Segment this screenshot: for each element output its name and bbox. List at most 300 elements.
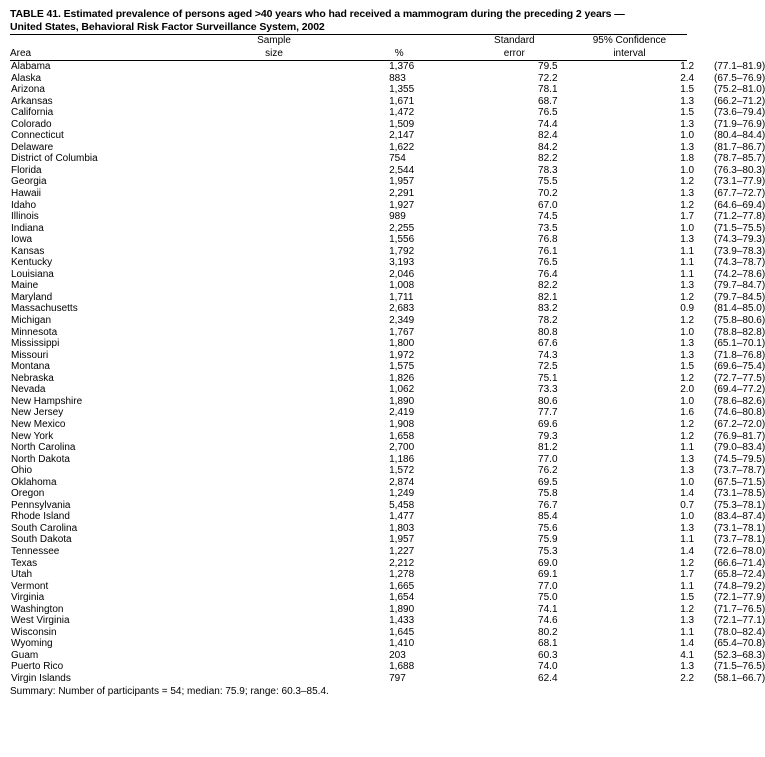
cell-confidence-interval: (74.3–79.3)	[714, 234, 765, 246]
table-row	[10, 234, 687, 246]
cell-percent: 74.6	[538, 615, 558, 627]
cell-confidence-interval: (81.4–85.0)	[714, 303, 765, 315]
cell-standard-error: 1.2	[680, 291, 695, 303]
cell-area: Colorado	[11, 118, 52, 130]
cell-percent: 81.2	[538, 442, 558, 454]
cell-percent: 74.4	[538, 118, 558, 130]
cell-area: California	[11, 107, 54, 119]
cell-standard-error: 0.7	[680, 499, 695, 511]
cell-sample-size: 1,957	[389, 176, 415, 188]
cell-sample-size: 2,419	[389, 407, 415, 419]
cell-sample-size: 2,291	[389, 188, 415, 200]
cell-percent: 62.4	[538, 672, 558, 684]
cell-area: North Dakota	[11, 453, 70, 465]
cell-standard-error: 1.2	[680, 372, 695, 384]
cell-area: Maine	[11, 280, 39, 292]
cell-sample-size: 1,509	[389, 118, 415, 130]
cell-area: South Dakota	[11, 534, 72, 546]
cell-area: Nebraska	[11, 372, 54, 384]
cell-area: Puerto Rico	[11, 661, 64, 673]
table-head	[10, 35, 687, 61]
cell-area: Delaware	[11, 141, 54, 153]
cell-standard-error: 1.6	[680, 407, 695, 419]
cell-area: Illinois	[11, 211, 39, 223]
table-row	[10, 384, 687, 396]
table-row	[10, 407, 687, 419]
cell-area: New Jersey	[11, 407, 64, 419]
table-row	[10, 673, 687, 685]
cell-percent: 76.8	[538, 234, 558, 246]
cell-standard-error: 1.7	[680, 211, 695, 223]
table-row	[10, 84, 687, 96]
cell-area: Tennessee	[11, 545, 60, 557]
header-sample-size-line2: size	[206, 48, 341, 61]
cell-standard-error: 1.2	[680, 199, 695, 211]
table-row	[10, 96, 687, 108]
cell-area: New Hampshire	[11, 395, 83, 407]
table-row	[10, 338, 687, 350]
cell-area: Connecticut	[11, 130, 64, 142]
cell-sample-size: 203	[389, 649, 406, 661]
table-row	[10, 223, 687, 235]
cell-standard-error: 1.1	[680, 268, 695, 280]
cell-standard-error: 1.1	[680, 442, 695, 454]
cell-area: Alabama	[11, 61, 51, 72]
cell-sample-size: 1,890	[389, 395, 415, 407]
table-row	[10, 442, 687, 454]
cell-standard-error: 1.3	[680, 522, 695, 534]
table-row	[10, 200, 687, 212]
cell-percent: 74.0	[538, 661, 558, 673]
cell-confidence-interval: (74.2–78.6)	[714, 268, 765, 280]
cell-sample-size: 2,349	[389, 315, 415, 327]
cell-confidence-interval: (79.7–84.5)	[714, 291, 765, 303]
cell-standard-error: 1.5	[680, 107, 695, 119]
cell-standard-error: 2.2	[680, 672, 695, 684]
cell-area: Virginia	[11, 592, 45, 604]
cell-confidence-interval: (76.3–80.3)	[714, 164, 765, 176]
cell-standard-error: 1.1	[680, 534, 695, 546]
cell-sample-size: 1,186	[389, 453, 415, 465]
cell-confidence-interval: (74.3–78.7)	[714, 257, 765, 269]
cell-percent: 77.0	[538, 453, 558, 465]
cell-standard-error: 1.3	[680, 349, 695, 361]
cell-percent: 72.2	[538, 72, 558, 84]
cell-area: New York	[11, 430, 54, 442]
cell-sample-size: 1,575	[389, 361, 415, 373]
cell-standard-error: 1.2	[680, 315, 695, 327]
cell-area: Nevada	[11, 384, 46, 396]
cell-confidence-interval: (66.2–71.2)	[714, 95, 765, 107]
table-row	[10, 558, 687, 570]
table-summary: Summary: Number of participants = 54; median: 75.9; range: 60.3–85.4.	[10, 685, 329, 697]
cell-confidence-interval: (73.6–79.4)	[714, 107, 765, 119]
cell-area: Kansas	[11, 245, 45, 257]
table-row	[10, 280, 687, 292]
cell-standard-error: 1.0	[680, 222, 695, 234]
cell-standard-error: 1.1	[680, 580, 695, 592]
cell-standard-error: 1.0	[680, 164, 695, 176]
cell-percent: 79.5	[538, 61, 558, 72]
cell-confidence-interval: (72.1–77.9)	[714, 592, 765, 604]
cell-area: South Carolina	[11, 522, 78, 534]
cell-area: Indiana	[11, 222, 44, 234]
cell-sample-size: 1,671	[389, 95, 415, 107]
cell-confidence-interval: (71.8–76.8)	[714, 349, 765, 361]
table-row	[10, 73, 687, 85]
cell-percent: 60.3	[538, 649, 558, 661]
cell-percent: 74.3	[538, 349, 558, 361]
cell-percent: 69.0	[538, 557, 558, 569]
cell-sample-size: 1,622	[389, 141, 415, 153]
cell-confidence-interval: (67.5–76.9)	[714, 72, 765, 84]
cell-standard-error: 1.3	[680, 453, 695, 465]
cell-standard-error: 1.4	[680, 488, 695, 500]
cell-standard-error: 1.3	[680, 141, 695, 153]
table-row	[10, 142, 687, 154]
cell-area: Idaho	[11, 199, 37, 211]
header-standard-error-line1: Standard	[457, 35, 572, 48]
table-row	[10, 534, 687, 546]
cell-confidence-interval: (75.3–78.1)	[714, 499, 765, 511]
cell-percent: 73.3	[538, 384, 558, 396]
cell-area: Arizona	[11, 84, 45, 96]
cell-confidence-interval: (67.7–72.7)	[714, 188, 765, 200]
table-row	[10, 130, 687, 142]
table-row	[10, 661, 687, 673]
cell-standard-error: 1.5	[680, 84, 695, 96]
cell-confidence-interval: (64.6–69.4)	[714, 199, 765, 211]
cell-standard-error: 1.7	[680, 569, 695, 581]
cell-confidence-interval: (73.7–78.1)	[714, 534, 765, 546]
cell-confidence-interval: (78.6–82.6)	[714, 395, 765, 407]
table-row	[10, 361, 687, 373]
header-area: Area	[10, 48, 206, 61]
table-body	[10, 61, 765, 685]
cell-area: Massachusetts	[11, 303, 78, 315]
cell-area: Florida	[11, 164, 42, 176]
cell-sample-size: 1,376	[389, 61, 415, 72]
table-row	[10, 650, 687, 662]
cell-confidence-interval: (72.1–77.1)	[714, 615, 765, 627]
cell-area: Oklahoma	[11, 476, 57, 488]
cell-area: Louisiana	[11, 268, 54, 280]
cell-confidence-interval: (52.3–68.3)	[714, 649, 765, 661]
cell-standard-error: 1.3	[680, 338, 695, 350]
table-row	[10, 431, 687, 443]
cell-percent: 68.7	[538, 95, 558, 107]
cell-area: Utah	[11, 569, 33, 581]
cell-confidence-interval: (76.9–81.7)	[714, 430, 765, 442]
table-row	[10, 615, 687, 627]
cell-confidence-interval: (67.5–71.5)	[714, 476, 765, 488]
cell-standard-error: 1.3	[680, 118, 695, 130]
cell-standard-error: 1.0	[680, 476, 695, 488]
cell-area: Virgin Islands	[11, 672, 71, 684]
cell-area: Missouri	[11, 349, 49, 361]
cell-sample-size: 1,803	[389, 522, 415, 534]
cell-sample-size: 2,683	[389, 303, 415, 315]
cell-area: Arkansas	[11, 95, 53, 107]
cell-sample-size: 1,278	[389, 569, 415, 581]
table-row	[10, 373, 687, 385]
cell-standard-error: 1.0	[680, 130, 695, 142]
cell-area: Kentucky	[11, 257, 53, 269]
cell-standard-error: 1.5	[680, 592, 695, 604]
table-row	[10, 315, 687, 327]
cell-area: Vermont	[11, 580, 49, 592]
cell-confidence-interval: (77.1–81.9)	[714, 61, 765, 72]
cell-percent: 82.4	[538, 130, 558, 142]
cell-standard-error: 0.9	[680, 303, 695, 315]
cell-standard-error: 1.2	[680, 557, 695, 569]
table-row	[10, 419, 687, 431]
cell-confidence-interval: (72.6–78.0)	[714, 545, 765, 557]
cell-percent: 67.0	[538, 199, 558, 211]
cell-percent: 85.4	[538, 511, 558, 523]
cell-sample-size: 2,046	[389, 268, 415, 280]
cell-standard-error: 1.3	[680, 465, 695, 477]
table-row	[10, 604, 687, 616]
cell-percent: 80.2	[538, 626, 558, 638]
cell-confidence-interval: (71.2–77.8)	[714, 211, 765, 223]
cell-percent: 70.2	[538, 188, 558, 200]
cell-standard-error: 1.3	[680, 188, 695, 200]
cell-percent: 69.6	[538, 418, 558, 430]
cell-sample-size: 1,227	[389, 545, 415, 557]
table-row	[10, 500, 687, 512]
cell-sample-size: 989	[389, 211, 406, 223]
cell-confidence-interval: (83.4–87.4)	[714, 511, 765, 523]
cell-standard-error: 1.3	[680, 280, 695, 292]
cell-sample-size: 1,792	[389, 245, 415, 257]
cell-sample-size: 2,700	[389, 442, 415, 454]
table-title	[10, 8, 687, 34]
cell-area: Montana	[11, 361, 50, 373]
cell-percent: 72.5	[538, 361, 558, 373]
cell-sample-size: 1,826	[389, 372, 415, 384]
cell-standard-error: 1.2	[680, 603, 695, 615]
cell-area: North Carolina	[11, 442, 76, 454]
cell-area: Oregon	[11, 488, 45, 500]
table-row	[10, 581, 687, 593]
cell-area: Maryland	[11, 291, 53, 303]
cell-sample-size: 1,957	[389, 534, 415, 546]
cell-percent: 78.2	[538, 315, 558, 327]
cell-percent: 76.4	[538, 268, 558, 280]
cell-percent: 69.1	[538, 569, 558, 581]
cell-area: Wyoming	[11, 638, 53, 650]
table-title-line2: United States, Behavioral Risk Factor Surveillance System, 2002	[10, 21, 325, 33]
cell-percent: 76.7	[538, 499, 558, 511]
cell-sample-size: 797	[389, 672, 406, 684]
table-row	[10, 523, 687, 535]
cell-confidence-interval: (65.4–70.8)	[714, 638, 765, 650]
cell-confidence-interval: (71.7–76.5)	[714, 603, 765, 615]
cell-percent: 80.8	[538, 326, 558, 338]
header-percent-spacer	[342, 35, 457, 48]
table-row	[10, 246, 687, 258]
cell-confidence-interval: (69.6–75.4)	[714, 361, 765, 373]
header-sample-size-line1: Sample	[206, 35, 341, 48]
cell-percent: 82.2	[538, 153, 558, 165]
cell-standard-error: 2.0	[680, 384, 695, 396]
table-row	[10, 546, 687, 558]
cell-confidence-interval: (71.9–76.9)	[714, 118, 765, 130]
cell-confidence-interval: (73.1–78.5)	[714, 488, 765, 500]
cell-percent: 75.6	[538, 522, 558, 534]
cell-confidence-interval: (80.4–84.4)	[714, 130, 765, 142]
cell-area: Wisconsin	[11, 626, 57, 638]
cell-confidence-interval: (81.7–86.7)	[714, 141, 765, 153]
cell-percent: 75.5	[538, 176, 558, 188]
cell-standard-error: 4.1	[680, 649, 695, 661]
cell-sample-size: 1,008	[389, 280, 415, 292]
cell-standard-error: 1.2	[680, 176, 695, 188]
cell-confidence-interval: (75.2–81.0)	[714, 84, 765, 96]
cell-sample-size: 1,572	[389, 465, 415, 477]
cell-area: Hawaii	[11, 188, 42, 200]
cell-percent: 77.7	[538, 407, 558, 419]
cell-percent: 77.0	[538, 580, 558, 592]
table-row	[10, 627, 687, 639]
cell-percent: 74.5	[538, 211, 558, 223]
cell-percent: 78.1	[538, 84, 558, 96]
cell-sample-size: 1,249	[389, 488, 415, 500]
cell-standard-error: 2.4	[680, 72, 695, 84]
cell-confidence-interval: (73.9–78.3)	[714, 245, 765, 257]
cell-confidence-interval: (78.0–82.4)	[714, 626, 765, 638]
cell-sample-size: 2,147	[389, 130, 415, 142]
cell-percent: 80.6	[538, 395, 558, 407]
cell-area: Minnesota	[11, 326, 58, 338]
cell-confidence-interval: (65.8–72.4)	[714, 569, 765, 581]
table-header-row-top	[10, 35, 687, 48]
cell-sample-size: 1,472	[389, 107, 415, 119]
cell-area: District of Columbia	[11, 153, 98, 165]
cell-confidence-interval: (78.8–82.8)	[714, 326, 765, 338]
table-row	[10, 165, 687, 177]
cell-percent: 75.3	[538, 545, 558, 557]
cell-standard-error: 1.1	[680, 626, 695, 638]
cell-sample-size: 1,645	[389, 626, 415, 638]
cell-area: Georgia	[11, 176, 47, 188]
cell-area: West Virginia	[11, 615, 70, 627]
cell-confidence-interval: (66.6–71.4)	[714, 557, 765, 569]
cell-percent: 75.9	[538, 534, 558, 546]
cell-area: Ohio	[11, 465, 33, 477]
cell-percent: 84.2	[538, 141, 558, 153]
table-row	[10, 350, 687, 362]
cell-confidence-interval: (79.7–84.7)	[714, 280, 765, 292]
cell-sample-size: 1,658	[389, 430, 415, 442]
header-ci-line2: interval	[572, 48, 687, 61]
cell-sample-size: 883	[389, 72, 406, 84]
table-row	[10, 61, 687, 73]
cell-sample-size: 1,433	[389, 615, 415, 627]
cell-confidence-interval: (73.1–78.1)	[714, 522, 765, 534]
cell-area: Rhode Island	[11, 511, 70, 523]
cell-confidence-interval: (74.6–80.8)	[714, 407, 765, 419]
cell-percent: 76.1	[538, 245, 558, 257]
cell-standard-error: 1.0	[680, 511, 695, 523]
table-row	[10, 107, 687, 119]
cell-confidence-interval: (78.7–85.7)	[714, 153, 765, 165]
table-row	[10, 488, 687, 500]
table-row	[10, 569, 687, 581]
cell-sample-size: 5,458	[389, 499, 415, 511]
cell-area: Iowa	[11, 234, 33, 246]
table-row	[10, 465, 687, 477]
table-row	[10, 211, 687, 223]
cell-standard-error: 1.8	[680, 153, 695, 165]
cell-standard-error: 1.2	[680, 61, 695, 72]
table-row	[10, 119, 687, 131]
cell-area: New Mexico	[11, 418, 66, 430]
cell-standard-error: 1.4	[680, 638, 695, 650]
cell-sample-size: 1,800	[389, 338, 415, 350]
table-header-row-bottom	[10, 48, 687, 61]
cell-confidence-interval: (58.1–66.7)	[714, 672, 765, 684]
cell-confidence-interval: (74.5–79.5)	[714, 453, 765, 465]
cell-sample-size: 3,193	[389, 257, 415, 269]
cell-percent: 75.0	[538, 592, 558, 604]
cell-sample-size: 1,556	[389, 234, 415, 246]
cell-area: Michigan	[11, 315, 52, 327]
cell-area: Mississippi	[11, 338, 60, 350]
cell-confidence-interval: (71.5–75.5)	[714, 222, 765, 234]
cell-sample-size: 2,255	[389, 222, 415, 234]
cell-area: Alaska	[11, 72, 42, 84]
table-row	[10, 153, 687, 165]
cell-standard-error: 1.1	[680, 245, 695, 257]
table-row	[10, 396, 687, 408]
table-row	[10, 592, 687, 604]
cell-sample-size: 1,688	[389, 661, 415, 673]
prevalence-table	[10, 34, 765, 685]
cell-sample-size: 2,212	[389, 557, 415, 569]
cell-confidence-interval: (71.5–76.5)	[714, 661, 765, 673]
cell-standard-error: 1.2	[680, 418, 695, 430]
table-row	[10, 454, 687, 466]
cell-confidence-interval: (65.1–70.1)	[714, 338, 765, 350]
cell-standard-error: 1.3	[680, 234, 695, 246]
cell-standard-error: 1.3	[680, 661, 695, 673]
cell-sample-size: 1,355	[389, 84, 415, 96]
cell-sample-size: 1,890	[389, 603, 415, 615]
cell-percent: 82.2	[538, 280, 558, 292]
cell-standard-error: 1.1	[680, 257, 695, 269]
cell-percent: 78.3	[538, 164, 558, 176]
table-row	[10, 477, 687, 489]
cell-sample-size: 1,927	[389, 199, 415, 211]
cell-sample-size: 754	[389, 153, 406, 165]
cell-percent: 82.1	[538, 291, 558, 303]
cell-percent: 69.5	[538, 476, 558, 488]
cell-sample-size: 1,410	[389, 638, 415, 650]
cell-sample-size: 1,665	[389, 580, 415, 592]
cell-confidence-interval: (69.4–77.2)	[714, 384, 765, 396]
header-standard-error-line2: error	[457, 48, 572, 61]
table-row	[10, 511, 687, 523]
cell-standard-error: 1.0	[680, 326, 695, 338]
cell-percent: 67.6	[538, 338, 558, 350]
cell-standard-error: 1.3	[680, 95, 695, 107]
cell-confidence-interval: (73.7–78.7)	[714, 465, 765, 477]
cell-standard-error: 1.5	[680, 361, 695, 373]
cell-percent: 79.3	[538, 430, 558, 442]
cell-standard-error: 1.2	[680, 430, 695, 442]
